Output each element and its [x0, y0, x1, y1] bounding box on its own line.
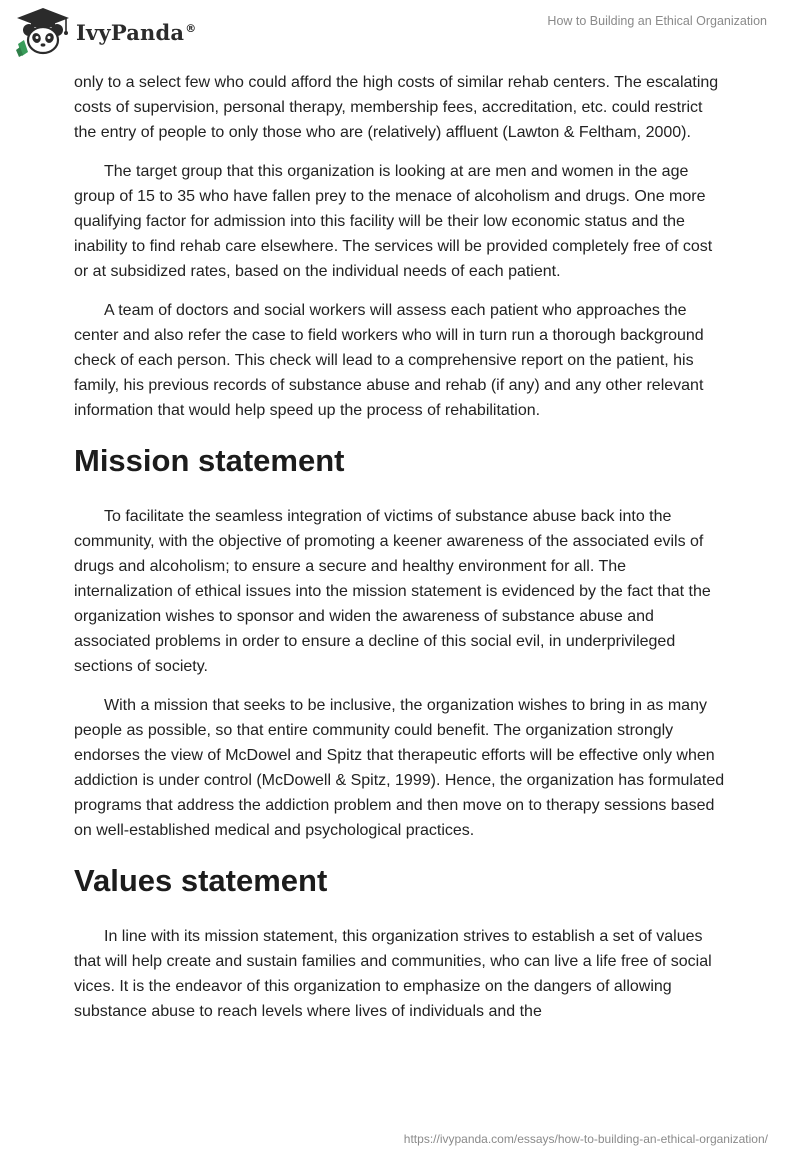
paragraph: A team of doctors and social workers will assess each patient who approaches the center and also refer the case to field workers who will in turn run a thorough background check of each person. This check will lead to a comprehensive report on the patient, his family, his previous records of substance abuse and rehab (if any) and any other relevant information that would help speed up the process of rehabilitation. [74, 302, 704, 419]
section-heading-mission: Mission statement [74, 443, 345, 478]
logo-wordmark [76, 20, 196, 45]
registered-mark: ® [185, 21, 197, 35]
panda-graduate-icon [14, 6, 72, 58]
paragraph: The target group that this organization is looking at are men and women in the age group of 15 to 35 who have fallen prey to the menace of alcoholism and drugs. One more qualifying factor for admission into this facility will be their low economic status and the inability to find rehab care elsewhere. The services will be provided completely free of cost or at subsidized rates, based on the individual needs of each patient. [74, 163, 713, 280]
page-header [0, 0, 800, 60]
paragraph: In line with its mission statement, this organization strives to establish a set of values that will help create and sustain families and communities, who can live a life free of social vices. It is the endeavor of this organization to emphasize on the dangers of allowing substance abuse to reach levels where lives of individuals and the [74, 928, 712, 1020]
logo-text: IvyPanda [76, 19, 185, 45]
document-title: How to Building an Ethical Organization [547, 14, 767, 28]
paragraph: only to a select few who could afford the high costs of similar rehab centers. The escalating costs of supervision, personal therapy, membership fees, accreditation, etc. could restrict the entry of people to only those who are (relatively) affluent (Lawton & Feltham, 2000). [74, 74, 719, 141]
section-heading-values: Values statement [74, 863, 328, 898]
paragraph: With a mission that seeks to be inclusive, the organization wishes to bring in as many people as possible, so that entire community could benefit. The organization strongly endorses the view of McDowel and Spitz that therapeutic efforts will be effective only when addiction is under control (McDowell & Spitz, 1999). Hence, the organization has formulated programs that address the addiction problem and then move on to therapy sessions based on well-established medical and psychological practices. [74, 697, 725, 839]
source-url[interactable]: https://ivypanda.com/essays/how-to-building-an-ethical-organization/ [403, 1132, 768, 1146]
paragraph: To facilitate the seamless integration of victims of substance abuse back into the community, with the objective of promoting a keener awareness of the associated evils of drugs and alcoholism; to ensure a secure and healthy environment for all. The internalization of ethical issues into the mission statement is evidenced by the fact that the organization wishes to sponsor and widen the awareness of substance abuse and associated problems in order to ensure a decline of this social evil, in underprivileged sections of society. [74, 508, 711, 675]
essay-body [74, 70, 726, 1038]
ivypanda-logo[interactable] [14, 6, 196, 58]
